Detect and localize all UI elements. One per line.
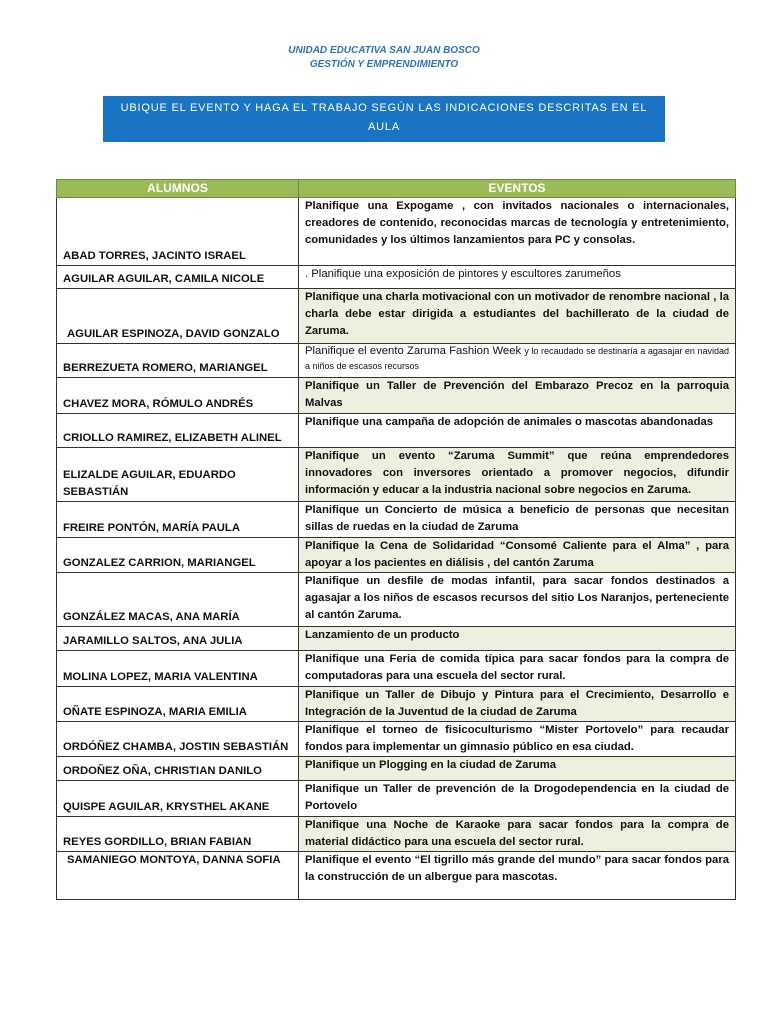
student-name: CHAVEZ MORA, RÓMULO ANDRÉS <box>57 378 299 414</box>
table-row <box>57 289 736 344</box>
assignments-table <box>56 179 736 900</box>
student-name: GONZALEZ CARRION, MARIANGEL <box>57 538 299 573</box>
table-row <box>57 757 736 781</box>
event-main-text: Planifique el evento Zaruma Fashion Week <box>305 345 522 357</box>
student-name: BERREZUETA ROMERO, MARIANGEL <box>57 344 299 378</box>
event-description: Planifique un desfile de modas infantil, para sacar fondos destinados a agasajar a los niños de escasos recursos del sitio Los Naranjos, perteneciente al cantón Zaruma. <box>299 573 736 627</box>
student-name: QUISPE AGUILAR, KRYSTHEL AKANE <box>57 781 299 817</box>
subject-name: GESTIÓN Y EMPRENDIMIENTO <box>309 59 459 70</box>
table-row <box>57 817 736 852</box>
event-description: Planifique una Feria de comida típica para sacar fondos para la compra de computadoras para una escuela del sector rural. <box>299 651 736 687</box>
event-description: Planifique un evento “Zaruma Summit” que reúna emprendedores innovadores con inversores orientado a promover negocios, difundir información y educar a la industria nacional sobre negocios en Zaruma. <box>299 448 736 502</box>
table-row <box>57 266 736 289</box>
event-description: Planifique el evento “El tigrillo más grande del mundo” para sacar fondos para la construcción de un albergue para mascotas. <box>299 852 736 900</box>
student-name: AGUILAR ESPINOZA, DAVID GONZALO <box>57 289 299 344</box>
event-description: Planifique una Expogame , con invitados nacionales o internacionales, creadores de contenido, reconocidas marcas de tecnología y entretenimiento, comunidades y los últimos lanzamientos para PC y consolas. <box>299 198 736 266</box>
event-description: Planifique el torneo de fisicoculturismo “Mister Portovelo” para recaudar fondos para implementar un gimnasio público en esa ciudad. <box>299 722 736 757</box>
event-description: Planifique la Cena de Solidaridad “Consomé Caliente para el Alma” , para apoyar a los pacientes en diálisis , del cantón Zaruma <box>299 538 736 573</box>
document-header <box>0 44 768 72</box>
student-name: GONZÁLEZ MACAS, ANA MARÍA <box>57 573 299 627</box>
table-row <box>57 414 736 448</box>
table-row <box>57 781 736 817</box>
table-row <box>57 852 736 900</box>
table-row <box>57 344 736 378</box>
event-description <box>299 344 736 378</box>
table-row <box>57 573 736 627</box>
student-name: OÑATE ESPINOZA, MARIA EMILIA <box>57 687 299 722</box>
school-name: UNIDAD EDUCATIVA SAN JUAN BOSCO <box>288 45 480 56</box>
student-name: SAMANIEGO MONTOYA, DANNA SOFIA <box>57 852 299 900</box>
event-description: Planifique un Taller de Prevención del Embarazo Precoz en la parroquia Malvas <box>299 378 736 414</box>
student-name: REYES GORDILLO, BRIAN FABIAN <box>57 817 299 852</box>
student-name: ELIZALDE AGUILAR, EDUARDO SEBASTIÁN <box>57 448 299 502</box>
student-name: CRIOLLO RAMIREZ, ELIZABETH ALINEL <box>57 414 299 448</box>
table-row <box>57 651 736 687</box>
student-name: FREIRE PONTÓN, MARÍA PAULA <box>57 502 299 538</box>
event-description: Planifique un Taller de prevención de la Drogodependencia en la ciudad de Portovelo <box>299 781 736 817</box>
student-name: ABAD TORRES, JACINTO ISRAEL <box>57 198 299 266</box>
event-description: . Planifique una exposición de pintores y escultores zarumeños <box>299 266 736 289</box>
header-alumnos: ALUMNOS <box>57 180 299 198</box>
event-description: Planifique un Plogging en la ciudad de Zaruma <box>299 757 736 781</box>
table-row <box>57 538 736 573</box>
event-description: Planifique un Concierto de música a beneficio de personas que necesitan sillas de ruedas en la ciudad de Zaruma <box>299 502 736 538</box>
instructions-banner: UBIQUE EL EVENTO Y HAGA EL TRABAJO SEGÚN LAS INDICACIONES DESCRITAS EN EL AULA <box>103 96 665 142</box>
student-name: AGUILAR AGUILAR, CAMILA NICOLE <box>57 266 299 289</box>
table-row <box>57 502 736 538</box>
event-description: Lanzamiento de un producto <box>299 627 736 651</box>
header-eventos: EVENTOS <box>299 180 736 198</box>
event-small-text: y lo recaudado se destinaría a agasajar en navidad a niños de escasos recursos <box>305 346 730 371</box>
table-row <box>57 448 736 502</box>
student-name: MOLINA LOPEZ, MARIA VALENTINA <box>57 651 299 687</box>
table-row <box>57 378 736 414</box>
event-description: Planifique una campaña de adopción de animales o mascotas abandonadas <box>299 414 736 448</box>
student-name: JARAMILLO SALTOS, ANA JULIA <box>57 627 299 651</box>
event-description: Planifique una charla motivacional con un motivador de renombre nacional , la charla debe estar dirigida a estudiantes del bachillerato de la ciudad de Zaruma. <box>299 289 736 344</box>
student-name: ORDOÑEZ OÑA, CHRISTIAN DANILO <box>57 757 299 781</box>
event-description: Planifique una Noche de Karaoke para sacar fondos para la compra de material didáctico para una escuela del sector rural. <box>299 817 736 852</box>
table-header-row <box>57 180 736 198</box>
event-description: Planifique un Taller de Dibujo y Pintura para el Crecimiento, Desarrollo e Integración de la Juventud de la ciudad de Zaruma <box>299 687 736 722</box>
table-row <box>57 722 736 757</box>
table-row <box>57 198 736 266</box>
student-name: ORDÓÑEZ CHAMBA, JOSTIN SEBASTIÁN <box>57 722 299 757</box>
table-row <box>57 627 736 651</box>
table-row <box>57 687 736 722</box>
